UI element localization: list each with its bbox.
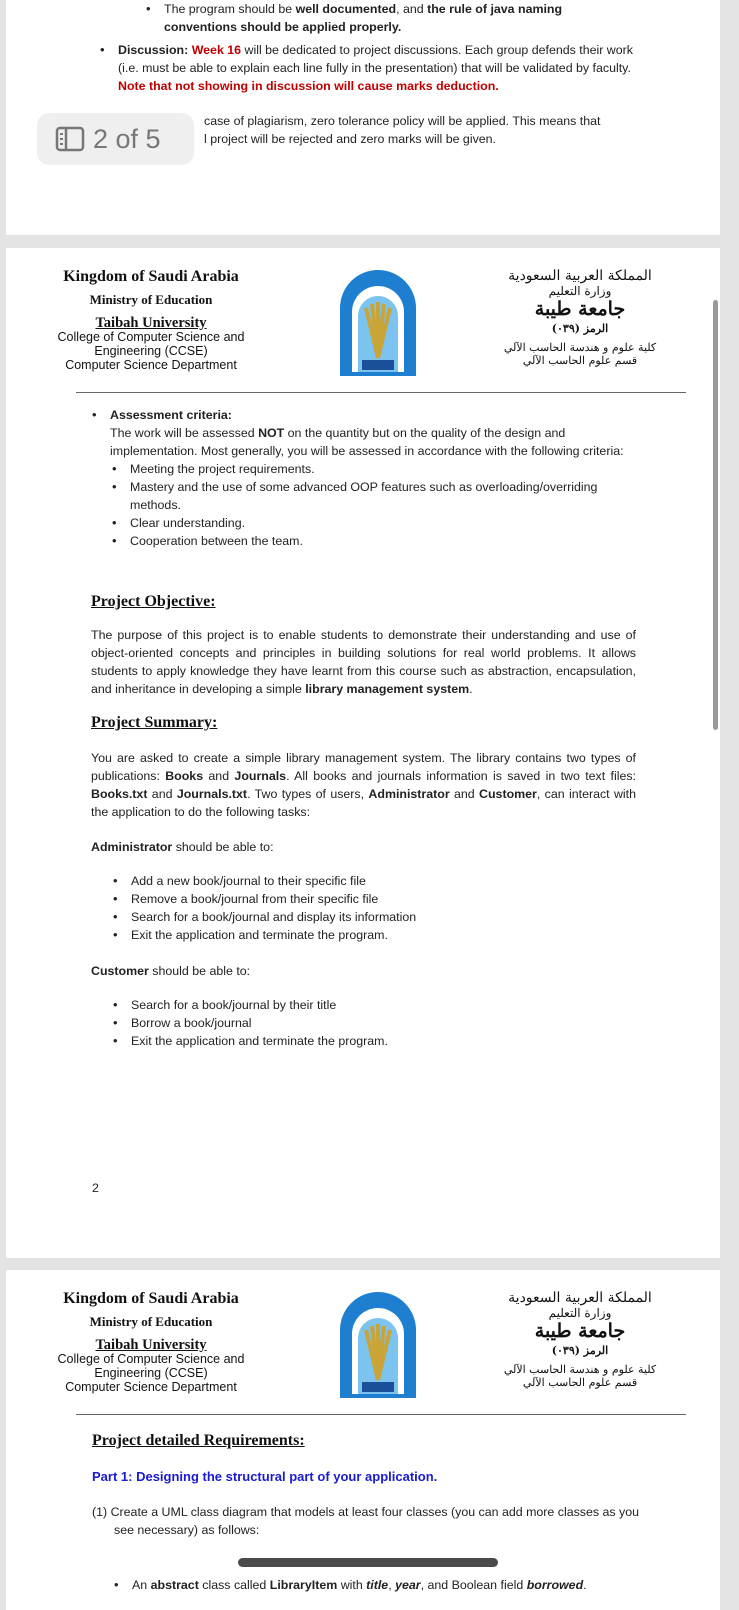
text-run: Books: [165, 769, 204, 783]
part1-heading: Part 1: Designing the structural part of your application.: [92, 1469, 438, 1484]
text-run: should be able to:: [148, 964, 251, 978]
text-run: Administrator: [368, 787, 450, 801]
page-indicator[interactable]: [37, 113, 194, 165]
plagiarism-line-2: l project will be rejected and zero marks will be given.: [204, 132, 496, 146]
text-run: Note that not showing in discussion will cause marks deduction.: [118, 79, 499, 93]
ministry-arabic: وزارة التعليم: [548, 1306, 612, 1320]
ministry-arabic: وزارة التعليم: [548, 284, 612, 298]
kingdom-arabic: المملكة العربية السعودية: [508, 268, 652, 284]
university-text: Taibah University: [95, 315, 207, 331]
customer-intro: [91, 962, 250, 980]
text-run: LibraryItem: [269, 1578, 338, 1592]
department-text: Computer Science Department: [65, 1380, 237, 1394]
objective-body: [91, 626, 636, 698]
text-run: Discussion:: [118, 43, 192, 57]
college-text: College of Computer Science and Engineering (CCSE): [57, 1352, 245, 1380]
text-run: The purpose of this project is to enable students to demonstrate their understanding and use of object-oriented concepts and principles in building solutions for real world problems. It allows students to apply knowledge they have learnt from this course such as abstraction, encapsulation, and inheritance in developing a simple: [91, 628, 636, 696]
header-divider: [76, 392, 686, 393]
text-run: , and: [396, 2, 428, 16]
text-run: abstract: [150, 1578, 199, 1592]
text-run: .: [583, 1578, 587, 1592]
requirements-heading: Project detailed Requirements:: [92, 1432, 305, 1449]
kingdom-text: Kingdom of Saudi Arabia: [63, 1290, 239, 1307]
kingdom-text: Kingdom of Saudi Arabia: [63, 268, 239, 285]
university-text: Taibah University: [95, 1337, 207, 1353]
kingdom-arabic: المملكة العربية السعودية: [508, 1290, 652, 1306]
summary-body: [91, 749, 636, 821]
pdf-page-2: [6, 248, 720, 1258]
taibah-logo-icon: [336, 268, 420, 380]
text-run: with: [337, 1578, 367, 1592]
text-run: Customer: [91, 964, 149, 978]
ministry-text: Ministry of Education: [89, 1314, 213, 1329]
department-arabic: قسم علوم الحاسب الآلي: [522, 354, 638, 367]
department-text: Computer Science Department: [65, 358, 237, 372]
text-run: Journals: [234, 769, 287, 783]
text-run: You are asked to create a simple library management system. The library contains two types of publications:: [91, 751, 636, 783]
admin-task-list: [111, 872, 611, 944]
sidebar-thumbnails-icon: [55, 126, 85, 152]
text-run: well documented: [295, 2, 397, 16]
text-run: on the quantity but on the quality of the design and implementation. Most generally, you will be assessed in accordance with the following criteria:: [110, 426, 624, 458]
letterhead-arabic: [480, 1290, 680, 1389]
text-run: Customer: [479, 787, 537, 801]
summary-heading: Project Summary:: [91, 714, 218, 731]
text-run: Administrator: [91, 840, 173, 854]
text-run: An: [132, 1578, 151, 1592]
taibah-logo-icon: [336, 1290, 420, 1402]
letterhead: [6, 1270, 720, 1420]
text-run: Journals.txt: [176, 787, 248, 801]
text-run: and: [147, 787, 177, 801]
text-run: library management system: [305, 682, 470, 696]
header-divider: [76, 1414, 686, 1415]
text-run: . Two types of users,: [247, 787, 369, 801]
letterhead-english: [46, 1290, 256, 1394]
text-run: The work will be assessed: [110, 426, 259, 440]
department-arabic: قسم علوم الحاسب الآلي: [522, 1376, 638, 1389]
text-run: and: [449, 787, 480, 801]
requirement-item-1: (1) Create a UML class diagram that models at least four classes (you can add more classes as you see necessary) as follows:: [92, 1505, 640, 1537]
university-arabic: جامعة طيبة: [534, 1320, 626, 1342]
college-arabic: كلية علوم و هندسة الحاسب الآلي: [503, 1363, 657, 1376]
text-run: , can interact with the application to do the following tasks:: [91, 787, 636, 819]
text-run: NOT: [258, 426, 285, 440]
text-run: The program should be: [164, 2, 296, 16]
text-run: will be dedicated to project discussions. Each group defends their work (i.e. must be able to explain each line fully in the presentation) that will be validated by faculty.: [118, 43, 633, 75]
list-item: • Cooperation between the team.: [110, 532, 635, 550]
text-run: Books.txt: [91, 787, 148, 801]
text-run: .: [469, 682, 473, 696]
text-run: Week 16: [191, 43, 242, 57]
list-item: • Clear understanding.: [110, 514, 635, 532]
text-run: the rule of java naming conventions should be applied properly.: [164, 2, 563, 34]
university-logo: [336, 268, 420, 380]
page-number: 2: [92, 1181, 99, 1195]
list-item: • Meeting the project requirements.: [110, 460, 635, 478]
university-arabic: جامعة طيبة: [534, 298, 626, 320]
list-item: • Borrow a book/journal: [111, 1014, 611, 1032]
list-item: • Search for a book/journal and display its information: [111, 908, 611, 926]
discussion-bullet: [98, 41, 638, 95]
admin-intro: [91, 838, 274, 856]
list-item: • Add a new book/journal to their specific file: [111, 872, 611, 890]
college-text: College of Computer Science and Engineering (CCSE): [57, 330, 245, 358]
code-arabic: الرمز (٠٣٩): [551, 1344, 609, 1357]
list-item: • Mastery and the use of some advanced OOP features such as overloading/overriding methods.: [110, 478, 635, 514]
ministry-text: Ministry of Education: [89, 292, 213, 307]
scrollbar[interactable]: [713, 300, 718, 730]
objective-heading: Project Objective:: [91, 593, 216, 610]
list-item: • Search for a book/journal by their title: [111, 996, 611, 1014]
college-arabic: كلية علوم و هندسة الحاسب الآلي: [503, 341, 657, 354]
assessment-bullet: [90, 406, 635, 460]
plagiarism-text: [204, 112, 664, 148]
text-run: borrowed: [526, 1578, 584, 1592]
list-item: • Exit the application and terminate the program.: [111, 926, 611, 944]
text-run: class called: [198, 1578, 270, 1592]
home-indicator[interactable]: [238, 1558, 498, 1567]
code-arabic: الرمز (٠٣٩): [551, 322, 609, 335]
text-run: and: [203, 769, 235, 783]
customer-task-list: [111, 996, 611, 1050]
page-indicator-text: 2 of 5: [93, 123, 161, 154]
text-run: Assessment criteria:: [110, 408, 232, 422]
text-run: title: [366, 1578, 389, 1592]
list-item: • Remove a book/journal from their specific file: [111, 890, 611, 908]
plagiarism-line-1: case of plagiarism, zero tolerance policy will be applied. This means that: [204, 114, 601, 128]
text-run: . All books and journals information is saved in two text files:: [286, 769, 636, 783]
naming-bullet: [144, 0, 584, 36]
university-logo: [336, 1290, 420, 1402]
text-run: should be able to:: [172, 840, 274, 854]
criteria-list: [110, 460, 635, 550]
list-item: • Exit the application and terminate the program.: [111, 1032, 611, 1050]
libraryitem-bullet: [112, 1576, 652, 1594]
text-run: year: [395, 1578, 421, 1592]
letterhead: [6, 248, 720, 398]
text-run: ,: [388, 1578, 396, 1592]
text-run: , and Boolean field: [420, 1578, 527, 1592]
letterhead-arabic: [480, 268, 680, 367]
letterhead-english: [46, 268, 256, 372]
